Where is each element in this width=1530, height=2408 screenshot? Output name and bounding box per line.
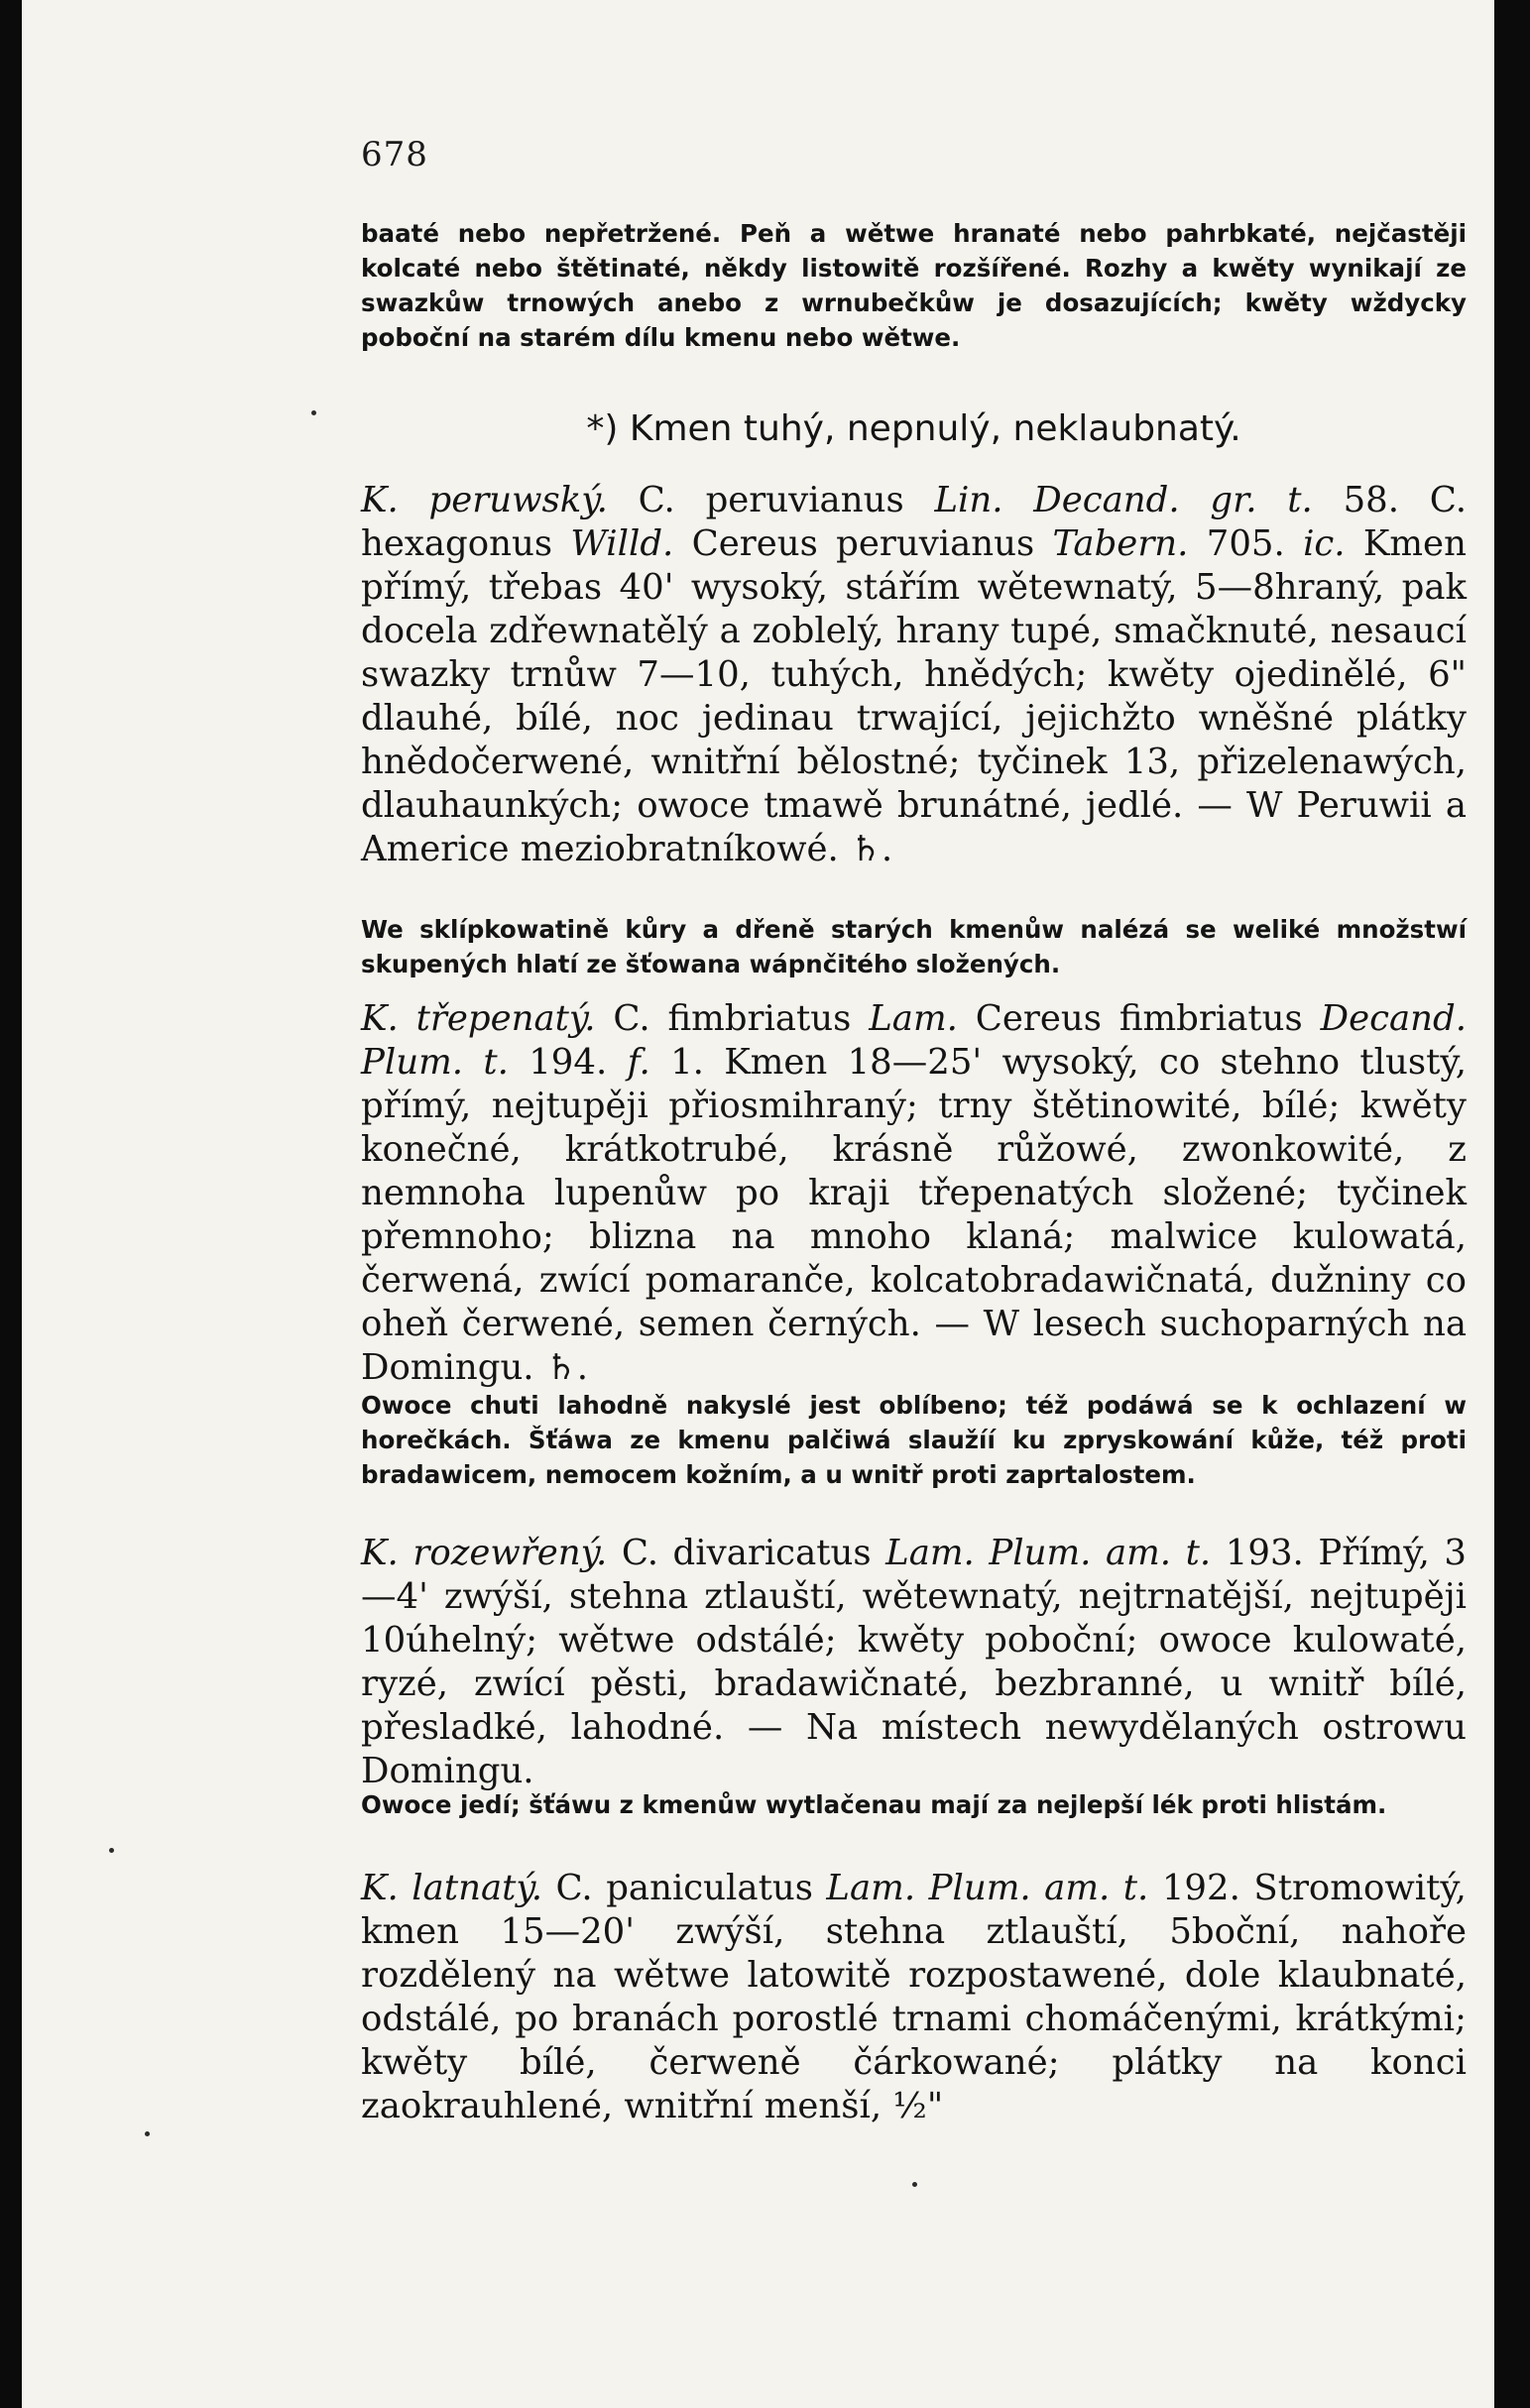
species-description: 192. Stromowitý, kmen 15—20' zwýší, stehna ztlauští, 5boční, nahoře rozdělený na wětwe latowitě rozpostawené, dole klaubnaté, odstálé, po branách porostlé trnami chomáčenými, krátkými; kwěty bílé, čerweně čárkowané; plátky na konci zaokrauhlené, wnitřní menší, ½" — [361, 1868, 1467, 2126]
species-reference: Cereus peruvianus — [691, 523, 1035, 564]
species-authority: f. — [627, 1042, 650, 1083]
species-reference: 194. — [529, 1042, 608, 1083]
species-description: Kmen přímý, třebas 40' wysoký, stářím wětewnatý, 5—8hraný, pak docela zdřewnatělý a zoblelý, hrany tupé, smačknuté, nesaucí swazky trnůw 7—10, tuhých, hnědých; kwěty ojedinělé, 6" dlauhé, bílé, noc jedinau trwající, jejichžto wněšné plátky hnědočerwené, wnitřní bělostné; tyčinek 13, přizelenawých, dlauhaunkých; owoce tmawě brunátné, jedlé. — W Peruwii a Americe meziobratníkowé. ♄. — [361, 523, 1467, 869]
species-authority: Lam. — [869, 998, 958, 1039]
species-authority: ic. — [1303, 523, 1346, 564]
note-peruvianus: We sklípkowatině kůry a dřeně starých kmenůw nalézá se weliké množstwí skupených hlatí ze šťowana wápnčitého složených. — [361, 915, 1467, 978]
section-heading: *) Kmen tuhý, nepnulý, neklaubnatý. — [586, 408, 1241, 449]
note-divaricatus: Owoce jedí; šťáwu z kmenůw wytlačenau mají za nejlepší lék proti hlistám. — [361, 1790, 1387, 1819]
species-entry-fimbriatus — [361, 997, 1467, 1390]
species-entry-peruvianus — [361, 479, 1467, 871]
intro-paragraph: baaté nebo nepřetržené. Peň a wětwe hranaté nebo pahrbkaté, nejčastěji kolcaté nebo štětinaté, někdy listowitě rozšířené. Rozhy a kwěty wynikají ze swazkůw trnowých anebo z wrnubečkůw je dosazujících; kwěty wždycky poboční na starém dílu kmenu nebo wětwe. — [361, 219, 1467, 352]
species-authority: Lin. Decand. gr. t. — [934, 480, 1313, 520]
species-reference: Cereus fimbriatus — [975, 998, 1303, 1039]
species-authority: Lam. Plum. am. t. — [885, 1533, 1212, 1573]
species-name: K. třepenatý. — [361, 998, 596, 1039]
book-page — [22, 0, 1494, 2408]
species-authority: Tabern. — [1052, 523, 1189, 564]
species-name: K. rozewřený. — [361, 1533, 608, 1573]
species-name: K. peruwský. — [361, 480, 608, 520]
species-latin: C. peruvianus — [638, 480, 904, 520]
page-number: 678 — [361, 135, 428, 174]
paper-speck — [311, 410, 316, 415]
species-latin: C. fimbriatus — [613, 998, 852, 1039]
species-description: 1. Kmen 18—25' wysoký, co stehno tlustý, přímý, nejtupěji přiosmihraný; trny štětinowité, bílé; kwěty konečné, krátkotrubé, krásně růžowé, zwonkowité, z nemnoha lupenůw po kraji třepenatých složené; tyčinek přemnoho; blizna na mnoho klaná; malwice kulowatá, čerwená, zwící pomaranče, kolcatobradawičnatá, dužniny co oheň čerwené, semen černých. — W lesech suchoparných na Domingu. ♄. — [361, 1042, 1467, 1388]
note-fimbriatus: Owoce chuti lahodně nakyslé jest oblíbeno; též podáwá se k ochlazení w horečkách. Šťáwa ze kmenu palčiwá slaužíí ku zpryskowání kůže, též proti bradawicem, nemocem kožním, a u wnitř proti zaprtalostem. — [361, 1391, 1467, 1489]
paper-speck — [145, 2131, 150, 2136]
species-authority: Decand. Plum. t. — [361, 998, 1468, 1083]
species-entry-paniculatus — [361, 1867, 1467, 2128]
species-reference: 58. C. hexagonus — [361, 480, 1467, 564]
species-authority: Willd. — [570, 523, 674, 564]
species-name: K. latnatý. — [361, 1868, 543, 1908]
species-latin: C. divaricatus — [621, 1533, 872, 1573]
species-authority: Lam. Plum. am. t. — [826, 1868, 1149, 1908]
species-description: 193. Přímý, 3—4' zwýší, stehna ztlauští, wětewnatý, nejtrnatější, nejtupěji 10úhelný; wětwe odstálé; kwěty poboční; owoce kulowaté, ryzé, zwící pěsti, bradawičnaté, bezbranné, u wnitř bílé, přesladké, lahodné. — Na místech newydělaných ostrowu Domingu. — [361, 1533, 1467, 1791]
paper-speck — [109, 1848, 114, 1853]
species-latin: C. paniculatus — [555, 1868, 813, 1908]
species-reference: 705. — [1206, 523, 1285, 564]
paper-speck — [912, 2182, 917, 2187]
species-entry-divaricatus — [361, 1532, 1467, 1793]
